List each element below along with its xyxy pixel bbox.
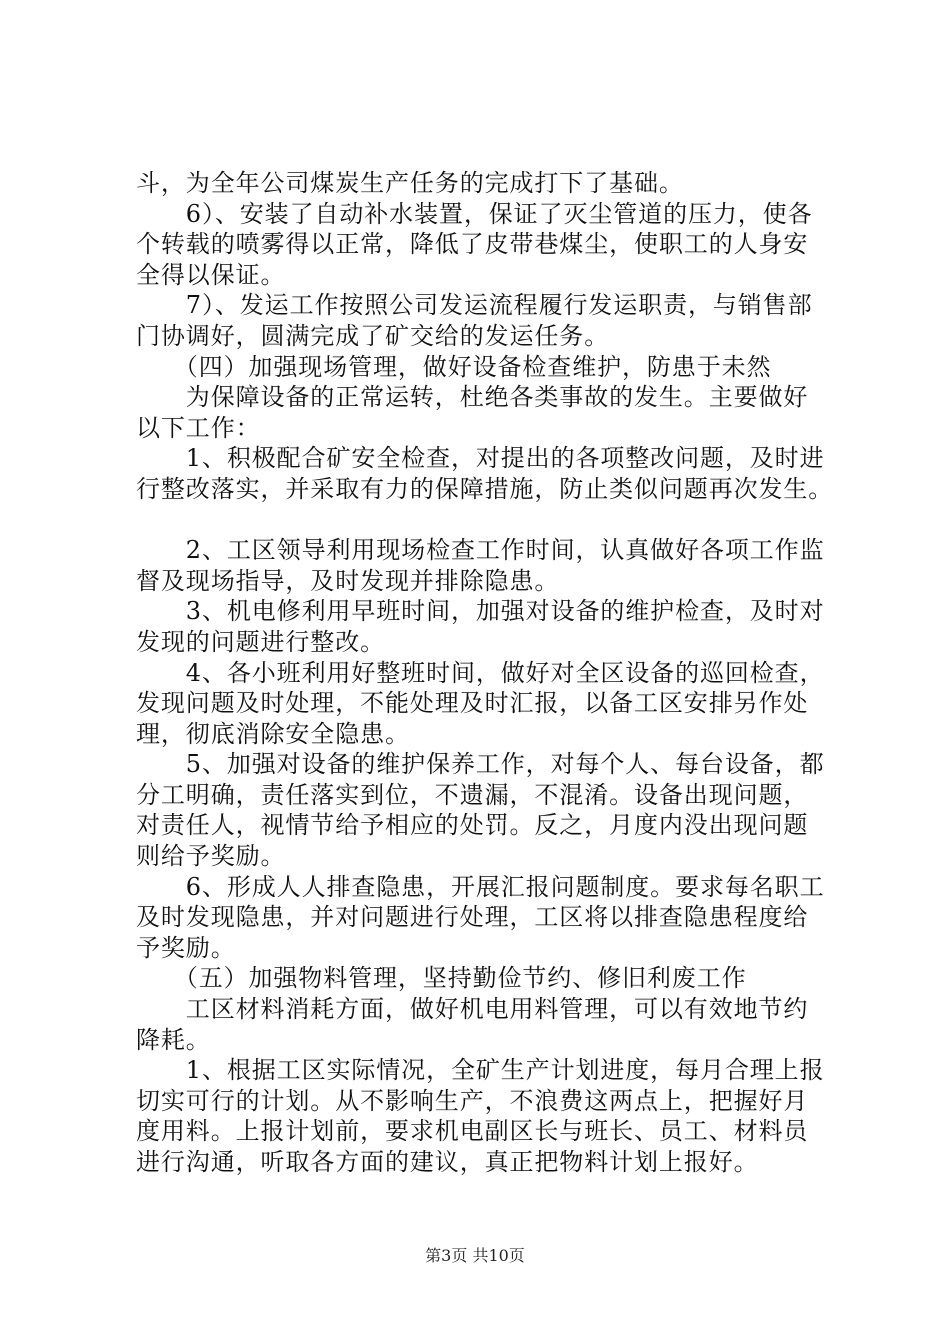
text-line: 予奖励。 [136, 933, 236, 962]
section-heading: （四）加强现场管理，做好设备检查维护，防患于未然 [136, 352, 772, 381]
text-line: 对责任人，视情节给予相应的处罚。反之，月度内没出现问题 [136, 811, 809, 840]
text-line: 度用料。上报计划前，要求机电副区长与班长、员工、材料员 [136, 1117, 809, 1146]
page-number-footer: 第3页 共10页 [425, 1246, 525, 1265]
text-line: 6）、安装了自动补水装置，保证了灭尘管道的压力，使各 [136, 199, 813, 228]
text-line: 切实可行的计划。从不影响生产，不浪费这两点上，把握好月 [136, 1086, 809, 1115]
text-line: 门协调好，圆满完成了矿交给的发运任务。 [136, 321, 610, 350]
text-line: 6、形成人人排查隐患，开展汇报问题制度。要求每名职工 [136, 872, 825, 901]
section-heading: （五）加强物料管理，坚持勤俭节约、修旧利废工作 [136, 964, 747, 993]
text-line: 个转载的喷雾得以正常，降低了皮带巷煤尘，使职工的人身安 [136, 230, 809, 259]
text-line: 工区材料消耗方面，做好机电用料管理，可以有效地节约 [136, 995, 809, 1024]
text-line: 以下工作： [136, 413, 261, 442]
text-line: 发现问题及时处理，不能处理及时汇报，以备工区安排另作处 [136, 689, 809, 718]
text-line: 5、加强对设备的维护保养工作，对每个人、每台设备，都 [136, 750, 825, 779]
text-line: 4、各小班利用好整班时间，做好对全区设备的巡回检查， [136, 658, 825, 687]
body-text [136, 168, 856, 1178]
text-line: 7）、发运工作按照公司发运流程履行发运职责，与销售部 [136, 291, 813, 320]
text-line: 全得以保证。 [136, 260, 286, 289]
blank-line [136, 505, 856, 536]
text-line: 2、工区领导利用现场检查工作时间，认真做好各项工作监 [136, 536, 825, 565]
text-line: 3、机电修利用早班时间，加强对设备的维护检查，及时对 [136, 597, 825, 626]
text-line: 发现的问题进行整改。 [136, 627, 385, 656]
text-line: 斗，为全年公司煤炭生产任务的完成打下了基础。 [136, 169, 684, 197]
text-line: 1、根据工区实际情况，全矿生产计划进度，每月合理上报 [136, 1056, 825, 1085]
text-line: 及时发现隐患，并对问题进行处理，工区将以排查隐患程度给 [136, 903, 809, 932]
text-line: 分工明确，责任落实到位，不遗漏，不混淆。设备出现问题， [136, 780, 809, 809]
text-line: 理，彻底消除安全隐患。 [136, 719, 410, 748]
text-line: 降耗。 [136, 1025, 211, 1054]
text-line: 1、积极配合矿安全检查，对提出的各项整改问题，及时进 [136, 444, 825, 473]
text-line: 督及现场指导，及时发现并排除隐患。 [136, 566, 560, 595]
text-line: 为保障设备的正常运转，杜绝各类事故的发生。主要做好 [136, 383, 809, 412]
text-line: 则给予奖励。 [136, 842, 286, 871]
text-line: 行整改落实，并采取有力的保障措施，防止类似问题再次发生。 [136, 474, 834, 503]
text-line: 进行沟通，听取各方面的建议，真正把物料计划上报好。 [136, 1148, 759, 1176]
